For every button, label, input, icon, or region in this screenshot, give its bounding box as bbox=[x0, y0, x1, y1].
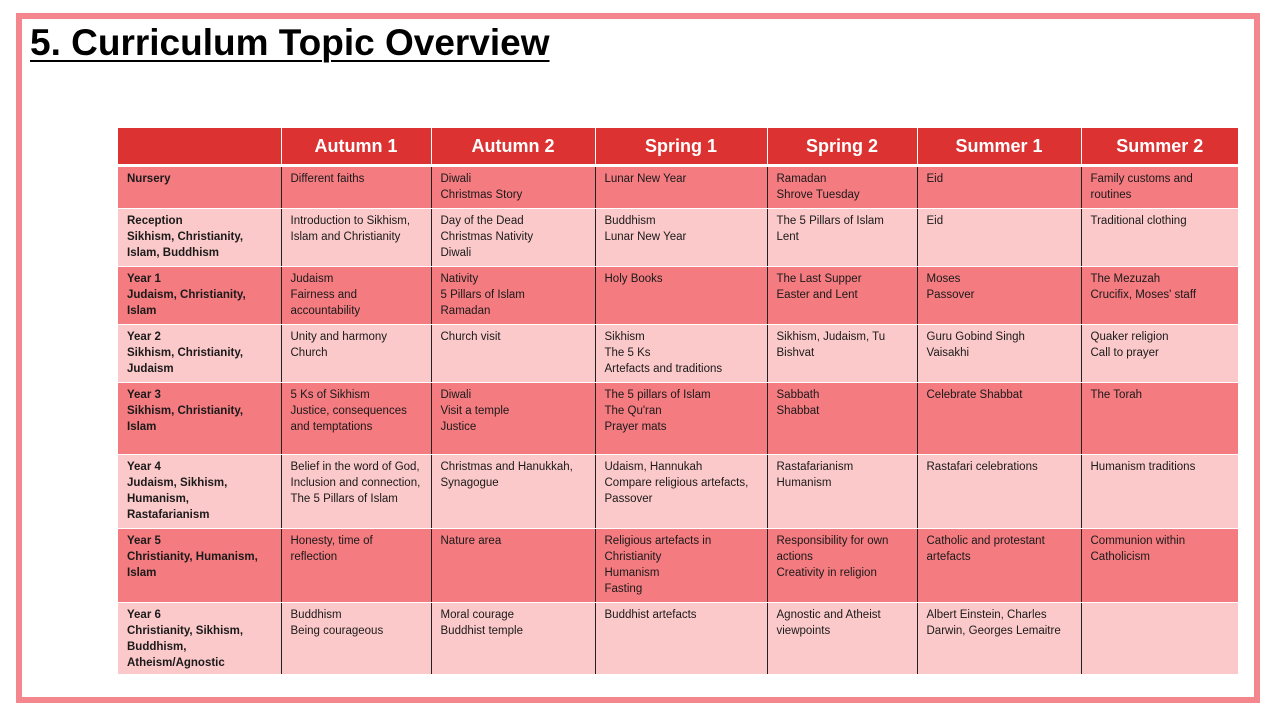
table-cell: Unity and harmony Church bbox=[281, 325, 431, 383]
table-row bbox=[118, 455, 1238, 529]
table-cell: Different faiths bbox=[281, 166, 431, 209]
table-cell: Lunar New Year bbox=[595, 166, 767, 209]
table-cell: Celebrate Shabbat bbox=[917, 383, 1081, 455]
row-label: Year 4 Judaism, Sikhism, Humanism, Rastafarianism bbox=[118, 455, 281, 529]
table-row bbox=[118, 383, 1238, 455]
row-label: Year 1 Judaism, Christianity, Islam bbox=[118, 267, 281, 325]
table-cell: Holy Books bbox=[595, 267, 767, 325]
header-summer-1: Summer 1 bbox=[917, 128, 1081, 166]
table-row bbox=[118, 209, 1238, 267]
table-cell: Diwali Visit a temple Justice bbox=[431, 383, 595, 455]
table-row bbox=[118, 603, 1238, 675]
table-row bbox=[118, 529, 1238, 603]
table-cell: Sabbath Shabbat bbox=[767, 383, 917, 455]
table-cell: Humanism traditions bbox=[1081, 455, 1238, 529]
row-label: Reception Sikhism, Christianity, Islam, Buddhism bbox=[118, 209, 281, 267]
table-cell: The 5 Pillars of Islam Lent bbox=[767, 209, 917, 267]
table-cell: Day of the Dead Christmas Nativity Diwali bbox=[431, 209, 595, 267]
row-label: Year 2 Sikhism, Christianity, Judaism bbox=[118, 325, 281, 383]
table-cell: Buddhism Lunar New Year bbox=[595, 209, 767, 267]
row-label: Year 6 Christianity, Sikhism, Buddhism, Atheism/Agnostic bbox=[118, 603, 281, 675]
table-cell: The Last Supper Easter and Lent bbox=[767, 267, 917, 325]
table-row bbox=[118, 166, 1238, 209]
table-cell bbox=[1081, 603, 1238, 675]
table-row bbox=[118, 267, 1238, 325]
table-cell: Nature area bbox=[431, 529, 595, 603]
row-label: Year 3 Sikhism, Christianity, Islam bbox=[118, 383, 281, 455]
row-label: Nursery bbox=[118, 166, 281, 209]
table-cell: Quaker religion Call to prayer bbox=[1081, 325, 1238, 383]
table-cell: Udaism, Hannukah Compare religious artefacts, Passover bbox=[595, 455, 767, 529]
table-cell: Introduction to Sikhism, Islam and Christianity bbox=[281, 209, 431, 267]
table-cell: Rastafari celebrations bbox=[917, 455, 1081, 529]
table-cell: Religious artefacts in Christianity Humanism Fasting bbox=[595, 529, 767, 603]
table-cell: Buddhism Being courageous bbox=[281, 603, 431, 675]
table-cell: Christmas and Hanukkah, Synagogue bbox=[431, 455, 595, 529]
table-cell: Nativity 5 Pillars of Islam Ramadan bbox=[431, 267, 595, 325]
header-spring-1: Spring 1 bbox=[595, 128, 767, 166]
table-cell: 5 Ks of Sikhism Justice, consequences and temptations bbox=[281, 383, 431, 455]
row-label: Year 5 Christianity, Humanism, Islam bbox=[118, 529, 281, 603]
table-cell: Sikhism The 5 Ks Artefacts and traditions bbox=[595, 325, 767, 383]
page-title: 5. Curriculum Topic Overview bbox=[30, 22, 550, 63]
table-cell: Eid bbox=[917, 209, 1081, 267]
table-cell: Rastafarianism Humanism bbox=[767, 455, 917, 529]
table-cell: Diwali Christmas Story bbox=[431, 166, 595, 209]
table-cell: The Torah bbox=[1081, 383, 1238, 455]
table-cell: Moses Passover bbox=[917, 267, 1081, 325]
header-spring-2: Spring 2 bbox=[767, 128, 917, 166]
table-cell: Eid bbox=[917, 166, 1081, 209]
table-cell: Family customs and routines bbox=[1081, 166, 1238, 209]
table-cell: Church visit bbox=[431, 325, 595, 383]
table-cell: Catholic and protestant artefacts bbox=[917, 529, 1081, 603]
table-cell: The 5 pillars of Islam The Qu'ran Prayer mats bbox=[595, 383, 767, 455]
table-cell: Sikhism, Judaism, Tu Bishvat bbox=[767, 325, 917, 383]
table-cell: Honesty, time of reflection bbox=[281, 529, 431, 603]
header-autumn-1: Autumn 1 bbox=[281, 128, 431, 166]
table-cell: Traditional clothing bbox=[1081, 209, 1238, 267]
table-row bbox=[118, 325, 1238, 383]
table-cell: The Mezuzah Crucifix, Moses' staff bbox=[1081, 267, 1238, 325]
curriculum-table bbox=[118, 128, 1238, 675]
table-cell: Albert Einstein, Charles Darwin, Georges Lemaitre bbox=[917, 603, 1081, 675]
table-cell: Judaism Fairness and accountability bbox=[281, 267, 431, 325]
table-cell: Agnostic and Atheist viewpoints bbox=[767, 603, 917, 675]
table-header-row bbox=[118, 128, 1238, 166]
header-corner bbox=[118, 128, 281, 166]
table-cell: Responsibility for own actions Creativity in religion bbox=[767, 529, 917, 603]
table-cell: Ramadan Shrove Tuesday bbox=[767, 166, 917, 209]
header-autumn-2: Autumn 2 bbox=[431, 128, 595, 166]
header-summer-2: Summer 2 bbox=[1081, 128, 1238, 166]
table-cell: Buddhist artefacts bbox=[595, 603, 767, 675]
table-cell: Communion within Catholicism bbox=[1081, 529, 1238, 603]
table-cell: Guru Gobind Singh Vaisakhi bbox=[917, 325, 1081, 383]
table-cell: Belief in the word of God, Inclusion and connection, The 5 Pillars of Islam bbox=[281, 455, 431, 529]
table-cell: Moral courage Buddhist temple bbox=[431, 603, 595, 675]
